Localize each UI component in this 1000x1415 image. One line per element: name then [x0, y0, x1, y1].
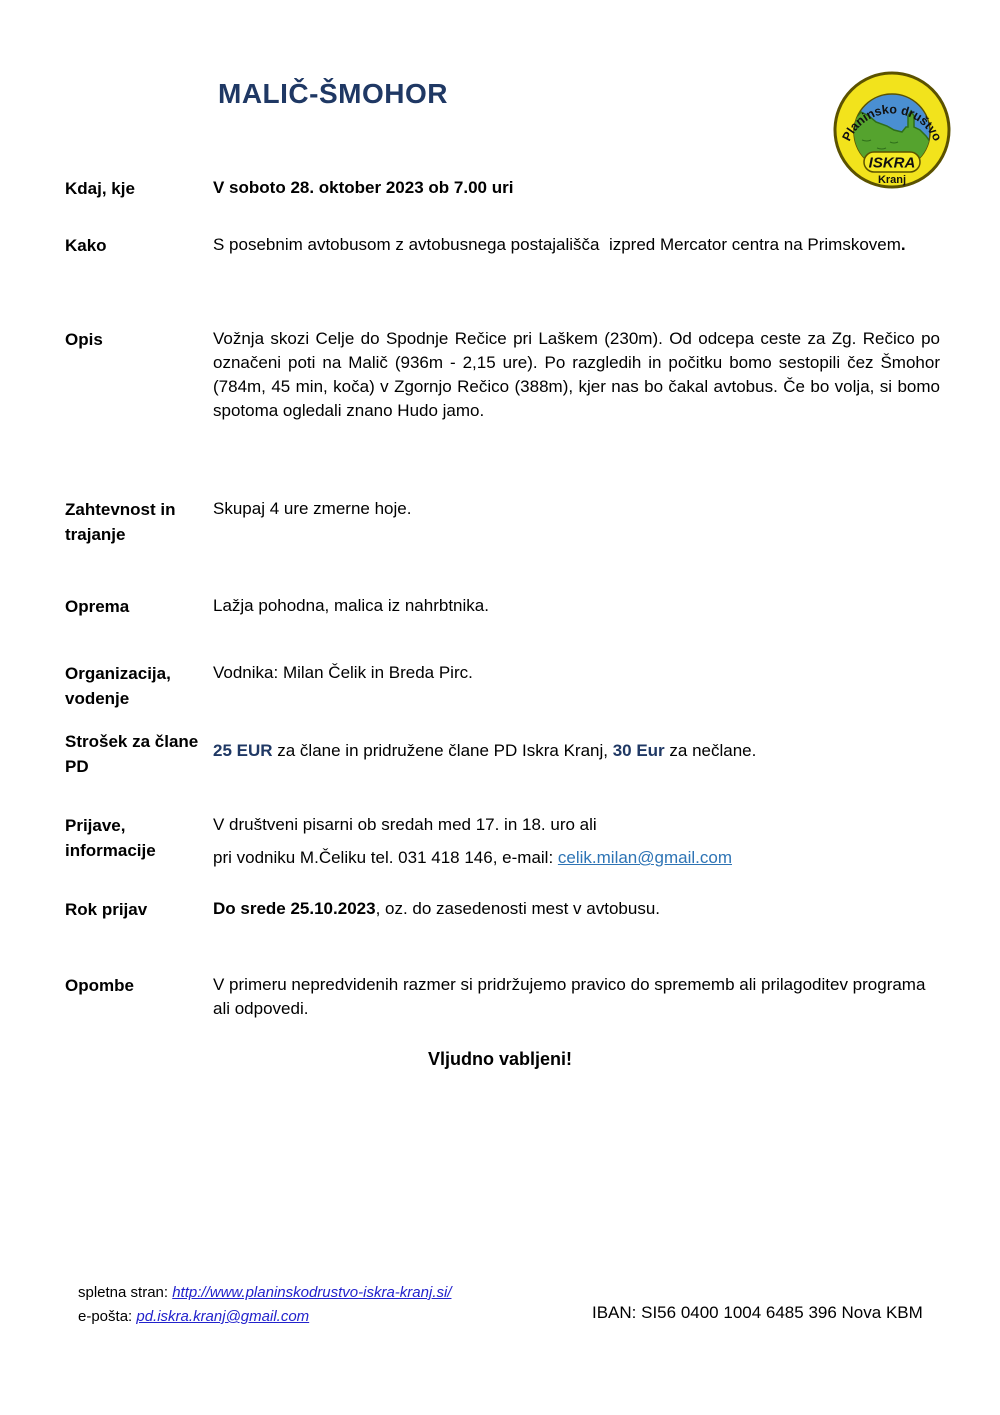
section-text: Skupaj 4 ure zmerne hoje.	[213, 499, 412, 518]
section-label: Rok prijav	[65, 900, 148, 919]
price-mid-text: za člane in pridružene člane PD Iskra Kranj,	[272, 741, 613, 760]
section-organizacija	[65, 661, 940, 711]
section-text: V primeru nepredvidenih razmer si pridržujemo pravico do sprememb ali prilagoditev programa ali odpovedi.	[213, 975, 926, 1018]
page-title: MALIČ-ŠMOHOR	[218, 78, 448, 109]
kako-bold-period: .	[900, 235, 906, 254]
price-nonmembers: 30 Eur	[612, 741, 665, 760]
email-label: e-pošta:	[78, 1308, 137, 1325]
section-label: Prijave, informacije	[65, 816, 156, 860]
price-end-text: za nečlane.	[664, 741, 757, 760]
section-label: Opombe	[65, 976, 134, 995]
website-label: spletna stran:	[78, 1284, 173, 1301]
section-text	[213, 233, 940, 257]
section-label: Opis	[65, 330, 103, 349]
logo-name-text: ISKRA	[868, 154, 916, 172]
section-text	[213, 729, 940, 763]
section-label: Organizacija, vodenje	[65, 664, 171, 708]
section-kdaj-kje	[65, 176, 940, 201]
section-prijave	[65, 813, 940, 870]
footer	[78, 1281, 451, 1329]
section-text: Lažja pohodna, malica iz nahrbtnika.	[213, 596, 489, 615]
section-opombe	[65, 973, 940, 1021]
section-text: Vožnja skozi Celje do Spodnje Rečice pri Laškem (230m). Od odcepa ceste za Zg. Rečico po označeni poti na Malič (936m - 2,15 ure). Po razgledih in počitku bomo sestopili čez Šmohor (784m, 45 min, koča) v Zgornjo Rečico (388m), kjer nas bo čakal avtobus. Če bo volja, si bomo spotoma ogledali znano Hudo jamo.	[213, 329, 940, 420]
iban-text: IBAN: SI56 0400 1004 6485 396 Nova KBM	[592, 1303, 923, 1322]
prijave-line2	[213, 846, 940, 870]
rok-rest: , oz. do zasedenosti mest v avtobusu.	[375, 899, 660, 918]
section-label: Strošek za člane PD	[65, 732, 199, 776]
price-members: 25 EUR	[213, 741, 273, 760]
club-logo	[832, 70, 952, 190]
email-link[interactable]: celik.milan@gmail.com	[557, 848, 732, 867]
section-opis	[65, 327, 940, 423]
section-label: Kako	[65, 236, 107, 255]
logo-bottom-text: Kranj	[877, 174, 907, 186]
section-zahtevnost	[65, 497, 940, 547]
prijave-line1: V društveni pisarni ob sredah med 17. in 18. uro ali	[213, 815, 597, 834]
section-text	[213, 813, 940, 870]
section-label: Kdaj, kje	[65, 179, 135, 198]
section-label: Oprema	[65, 597, 130, 616]
section-strosek	[65, 729, 940, 779]
section-kako	[65, 233, 940, 258]
footer-website-line	[78, 1281, 451, 1305]
closing-invitation: Vljudno vabljeni!	[427, 1049, 572, 1069]
section-label: Zahtevnost in trajanje	[65, 500, 176, 544]
footer-email-line	[78, 1305, 451, 1329]
section-text: V soboto 28. oktober 2023 ob 7.00 uri	[213, 178, 514, 197]
kako-text: S posebnim avtobusom z avtobusnega postajališča izpred Mercator centra na Primskovem	[213, 235, 901, 254]
section-text: Vodnika: Milan Čelik in Breda Pirc.	[213, 663, 473, 682]
section-rok-prijav	[65, 897, 940, 922]
website-link[interactable]: http://www.planinskodrustvo-iskra-kranj.si/	[172, 1284, 452, 1301]
prijave-line2-text: pri vodniku M.Čeliku tel. 031 418 146, e-mail:	[213, 848, 558, 867]
footer-email-link[interactable]: pd.iskra.kranj@gmail.com	[136, 1308, 310, 1325]
rok-deadline: Do srede 25.10.2023	[213, 899, 376, 918]
logo-top-text: Planinsko društvo	[839, 102, 945, 144]
section-oprema	[65, 594, 940, 619]
section-text	[213, 897, 940, 921]
